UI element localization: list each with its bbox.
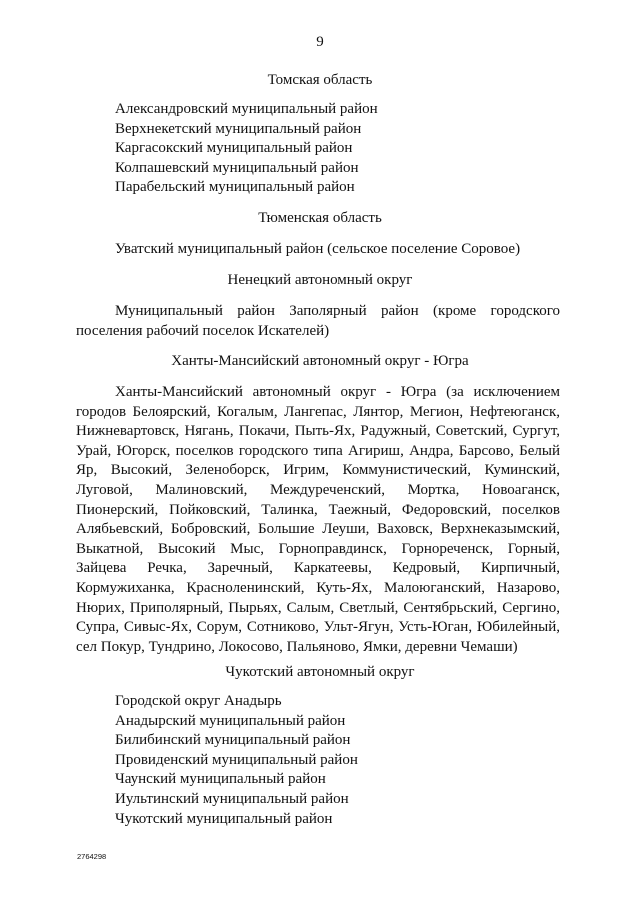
list-item: Провиденский муниципальный район [115, 751, 358, 768]
paragraph-line: Нижневартовск, Нягань, Покачи, Пыть-Ях, Радужный, Советский, Сургут, [76, 423, 560, 440]
paragraph-line: поселения рабочий поселок Искателей) [76, 322, 330, 339]
chukotka-district-list [115, 692, 358, 829]
page-number: 9 [316, 34, 324, 50]
list-item: Каргасокский муниципальный район [115, 140, 353, 157]
paragraph-line: Яр, Высокий, Зеленоборск, Игрим, Коммунистический, Куминский, [76, 462, 560, 479]
heading-khanty-mansi-okrug: Ханты-Мансийский автономный округ - Югра [171, 353, 469, 369]
list-item: Городской округ Анадырь [115, 693, 282, 709]
list-item: Иультинский муниципальный район [115, 790, 349, 807]
document-code: 2764298 [77, 852, 107, 861]
list-item: Чаунский муниципальный район [115, 771, 326, 788]
paragraph-line: Пионерский, Пойковский, Талинка, Таежный, Федоровский, поселков [76, 501, 560, 518]
list-item: Александровский муниципальный район [115, 101, 378, 117]
paragraph-line: Ханты-Мансийский автономный округ - Югра (за исключением [115, 384, 560, 400]
paragraph-line: Алябьевский, Бобровский, Большие Леуши, Ваховск, Верхнеказымский, [76, 521, 560, 538]
tyumen-text: Уватский муниципальный район (сельское поселение Соровое) [115, 241, 521, 257]
nenets-paragraph [76, 302, 560, 341]
list-item: Парабельский муниципальный район [115, 179, 355, 196]
heading-nenets-okrug: Ненецкий автономный округ [227, 272, 413, 288]
paragraph-line: городов Белоярский, Когалым, Лангепас, Лянтор, Мегион, Нефтеюганск, [76, 403, 560, 420]
tomsk-district-list [115, 100, 378, 198]
heading-tyumen-region: Тюменская область [258, 210, 382, 226]
heading-chukotka-okrug: Чукотский автономный округ [225, 664, 415, 680]
paragraph-line: Выкатной, Высокий Мыс, Горноправдинск, Горнореченск, Горный, [76, 540, 560, 557]
list-item: Колпашевский муниципальный район [115, 159, 359, 176]
paragraph-line: Муниципальный район Заполярный район (кроме городского [115, 303, 560, 319]
list-item: Анадырский муниципальный район [115, 712, 346, 729]
list-item: Верхнекетский муниципальный район [115, 120, 362, 137]
paragraph-line: Зайцева Речка, Заречный, Каркатеевы, Кедровый, Кирпичный, [76, 560, 560, 577]
heading-tomsk-region: Томская область [267, 72, 373, 88]
paragraph-line: сел Покур, Тундрино, Локосово, Пальяново, Ямки, деревни Чемаши) [76, 638, 518, 655]
khanty-paragraph [76, 383, 560, 657]
paragraph-line: Кормужиханка, Красноленинский, Куть-Ях, Малоюганский, Назарово, [76, 579, 560, 596]
paragraph-line: Супра, Сивыс-Ях, Сорум, Сотниково, Ульт-Ягун, Усть-Юган, Юбилейный, [76, 619, 560, 636]
paragraph-line: Нюрих, Приполярный, Пырьях, Салым, Светлый, Сентябрьский, Сергино, [76, 599, 560, 616]
paragraph-line: Урай, Югорск, поселков городского типа Агириш, Андра, Барсово, Белый [76, 442, 560, 459]
list-item: Билибинский муниципальный район [115, 732, 351, 749]
paragraph-line: Луговой, Малиновский, Междуреченский, Мортка, Новоаганск, [76, 481, 560, 498]
list-item: Чукотский муниципальный район [115, 810, 333, 827]
